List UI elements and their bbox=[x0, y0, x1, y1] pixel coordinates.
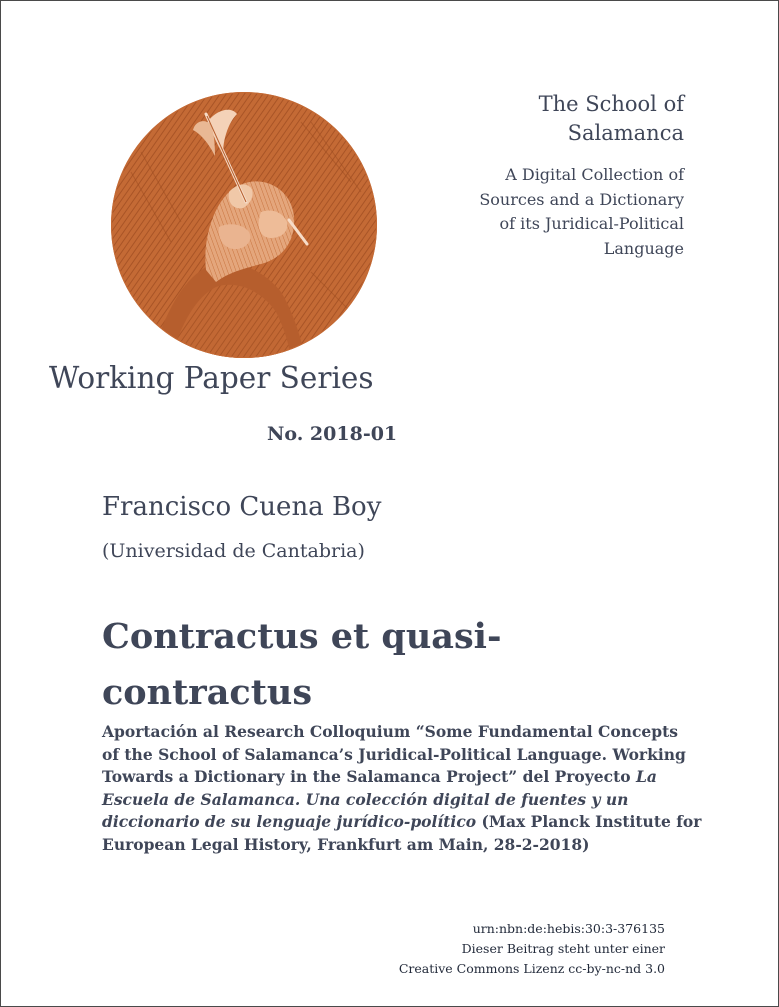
collection-subtitle bbox=[384, 163, 684, 261]
description-line5 bbox=[102, 811, 702, 834]
subtitle-line: Sources and a Dictionary bbox=[479, 189, 684, 209]
paper-description bbox=[102, 721, 702, 857]
series-number: No. 2018-01 bbox=[267, 423, 398, 445]
school-title bbox=[384, 90, 684, 148]
description-line1: Aportación al Research Colloquium “Some Fundamental Concepts bbox=[102, 722, 678, 741]
license-line2: Creative Commons Lizenz cc-by-nc-nd 3.0 bbox=[398, 961, 665, 976]
series-title: Working Paper Series bbox=[49, 361, 374, 395]
author-affiliation: (Universidad de Cantabria) bbox=[102, 540, 365, 562]
urn-identifier: urn:nbn:de:hebis:30:3-376135 bbox=[472, 921, 665, 936]
description-line3-italic: La bbox=[635, 767, 657, 787]
subtitle-line: A Digital Collection of bbox=[505, 165, 684, 184]
subtitle-line: of its Juridical-Political bbox=[499, 214, 684, 233]
paper-title-line2: contractus bbox=[102, 672, 313, 713]
description-line5-plain: (Max Planck Institute for bbox=[476, 812, 702, 832]
license-footer bbox=[265, 919, 665, 979]
description-line6: European Legal History, Frankfurt am Main, 28-2-2018) bbox=[102, 834, 590, 854]
school-title-line1: The School of bbox=[538, 92, 684, 116]
description-line5-italic: diccionario de su lenguaje jurídico-político bbox=[102, 812, 477, 832]
description-line3-plain: Towards a Dictionary in the Salamanca Project” del Proyecto bbox=[102, 767, 636, 787]
description-line2: of the School of Salamanca’s Juridical-Political Language. Working bbox=[102, 744, 686, 764]
quill-hand-engraving-icon bbox=[111, 92, 377, 358]
description-line4: Escuela de Salamanca. Una colección digital de fuentes y un bbox=[102, 789, 629, 809]
paper-title bbox=[102, 609, 622, 721]
paper-title-line1: Contractus et quasi- bbox=[102, 616, 502, 657]
license-line1: Dieser Beitrag steht unter einer bbox=[461, 941, 665, 956]
school-title-line2: Salamanca bbox=[567, 121, 684, 145]
description-line3 bbox=[102, 766, 682, 789]
author-name: Francisco Cuena Boy bbox=[102, 492, 382, 522]
subtitle-line: Language bbox=[603, 238, 684, 258]
